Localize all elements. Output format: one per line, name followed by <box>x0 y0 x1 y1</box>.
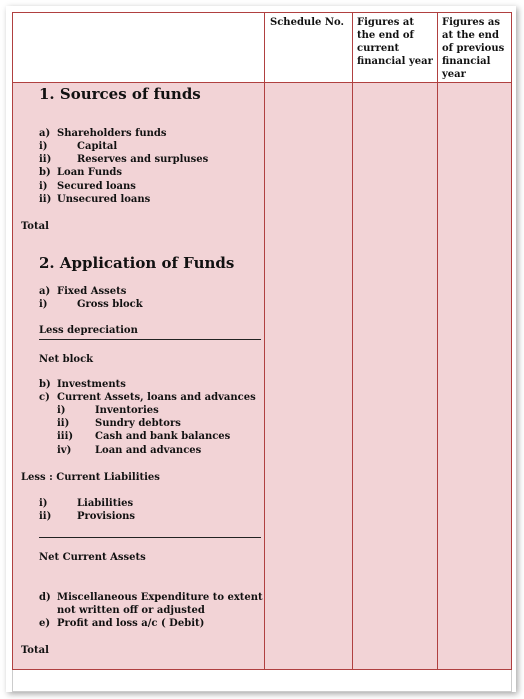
list-marker: i) <box>39 181 48 192</box>
current-year-header: Figures at the end of current financial year <box>357 17 433 67</box>
investments-label: Investments <box>57 379 126 390</box>
sundry-debtors-label: Sundry debtors <box>95 418 181 429</box>
footer-strip <box>12 670 512 692</box>
subtotal-rule <box>39 537 261 538</box>
list-marker: i) <box>57 405 66 416</box>
list-marker: i) <box>39 141 48 152</box>
sources-of-funds-heading: 1. Sources of funds <box>39 85 201 103</box>
balance-sheet-table <box>12 12 512 670</box>
list-marker: iii) <box>57 431 74 442</box>
less-depreciation-label: Less depreciation <box>39 325 138 336</box>
shareholders-funds-label: Shareholders funds <box>57 128 167 139</box>
previous-year-header: Figures as at the end of previous financial year <box>442 17 505 80</box>
cash-bank-label: Cash and bank balances <box>95 431 231 442</box>
loan-funds-label: Loan Funds <box>57 167 123 178</box>
net-block-label: Net block <box>39 354 94 365</box>
list-marker: b) <box>39 167 51 178</box>
application-of-funds-heading: 2. Application of Funds <box>39 254 235 272</box>
list-marker: a) <box>39 286 51 297</box>
unsecured-loans-label: Unsecured loans <box>57 194 151 205</box>
list-marker: ii) <box>39 511 52 522</box>
list-marker: iv) <box>57 445 72 456</box>
fixed-assets-label: Fixed Assets <box>57 286 127 297</box>
capital-label: Capital <box>77 141 118 152</box>
list-marker: i) <box>39 299 48 310</box>
subtotal-rule <box>39 339 261 340</box>
inventories-label: Inventories <box>95 405 159 416</box>
column-divider <box>264 13 265 669</box>
list-marker: ii) <box>39 194 52 205</box>
list-marker: e) <box>39 618 51 629</box>
gross-block-label: Gross block <box>77 299 143 310</box>
liabilities-label: Liabilities <box>77 498 134 509</box>
misc-expenditure-label: Miscellaneous Expenditure to extent <box>57 592 263 603</box>
misc-expenditure-label-cont: not written off or adjusted <box>57 605 205 616</box>
application-total-label: Total <box>21 645 49 656</box>
column-divider <box>437 13 438 669</box>
list-marker: b) <box>39 379 51 390</box>
loan-advances-label: Loan and advances <box>95 445 202 456</box>
net-current-assets-label: Net Current Assets <box>39 552 146 563</box>
reserves-label: Reserves and surpluses <box>77 154 209 165</box>
column-divider <box>352 13 353 669</box>
list-marker: d) <box>39 592 51 603</box>
list-marker: i) <box>39 498 48 509</box>
schedule-no-header: Schedule No. <box>270 17 344 28</box>
provisions-label: Provisions <box>77 511 136 522</box>
list-marker: c) <box>39 392 50 403</box>
secured-loans-label: Secured loans <box>57 181 136 192</box>
less-current-liabilities-label: Less : Current Liabilities <box>21 472 160 483</box>
current-assets-label: Current Assets, loans and advances <box>57 392 256 403</box>
list-marker: ii) <box>57 418 70 429</box>
sources-total-label: Total <box>21 221 49 232</box>
list-marker: ii) <box>39 154 52 165</box>
profit-loss-label: Profit and loss a/c ( Debit) <box>57 618 205 629</box>
list-marker: a) <box>39 128 51 139</box>
